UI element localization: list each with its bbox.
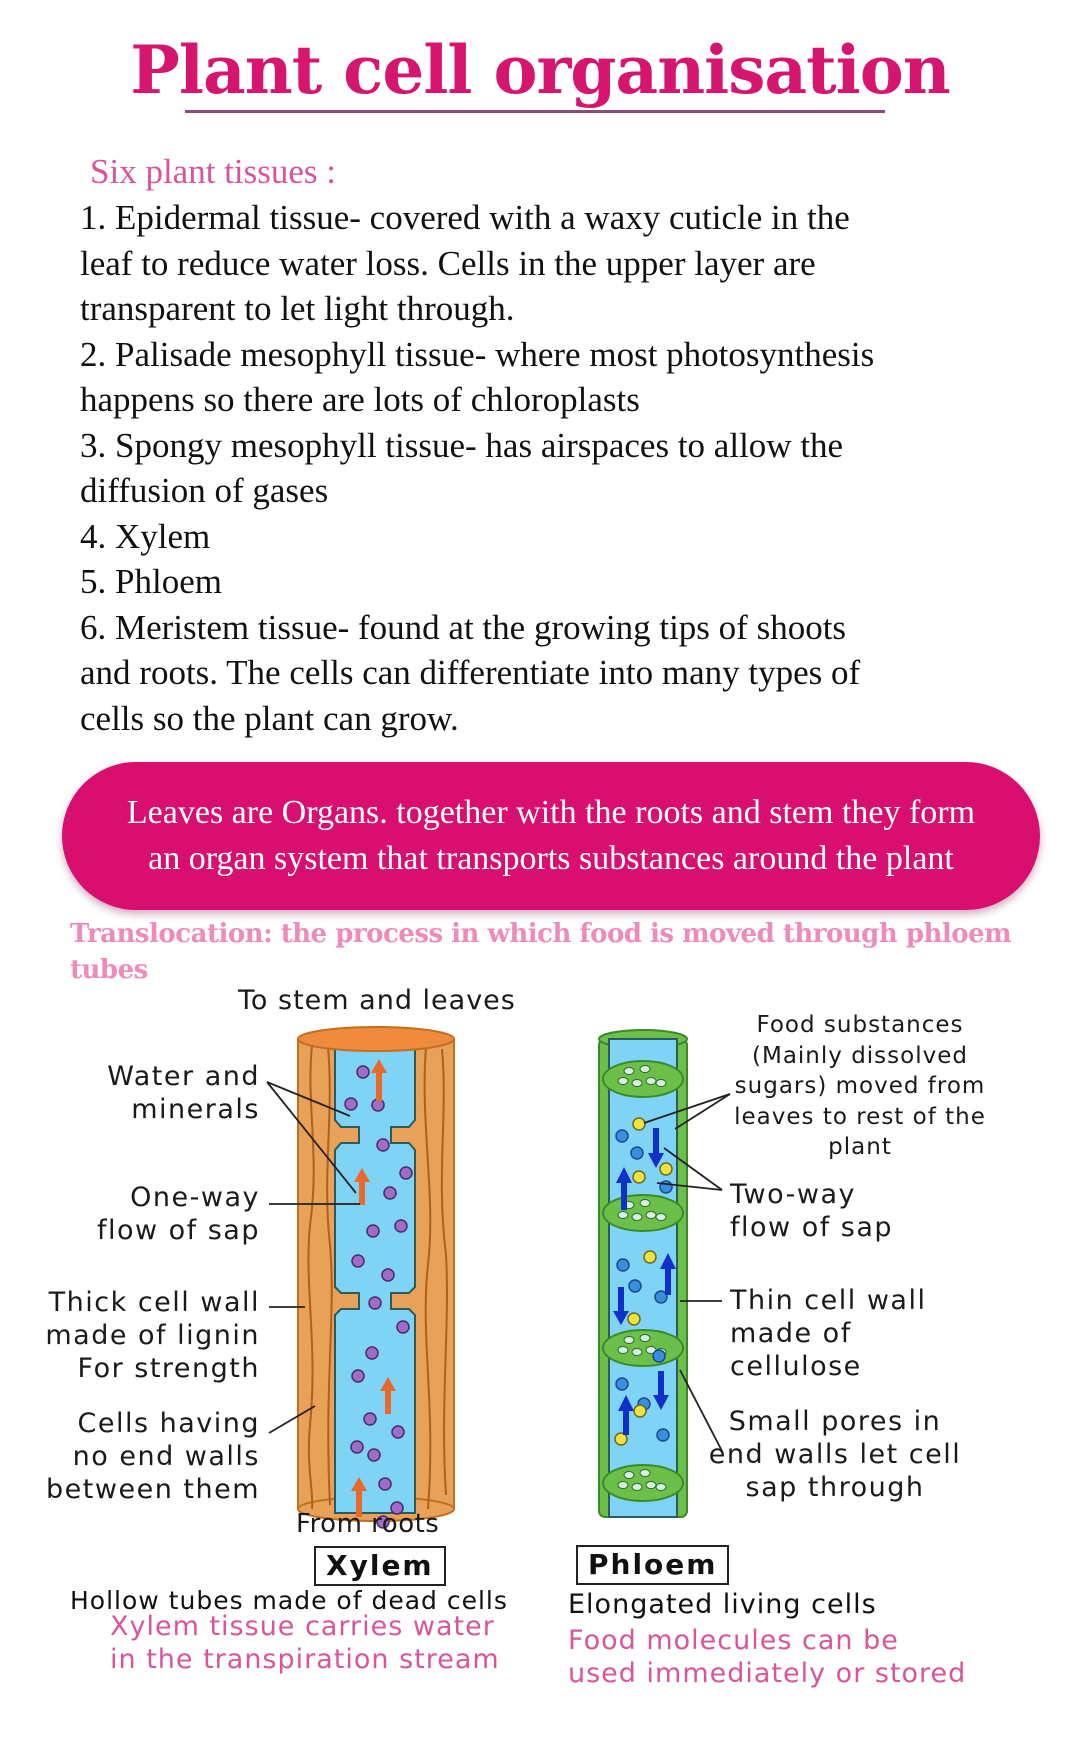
tissue-line: cells so the plant can grow. (80, 698, 459, 738)
tissue-line: 6. Meristem tissue- found at the growing tips of shoots (80, 607, 847, 647)
tissue-line: 5. Phloem (80, 562, 222, 601)
label-one-way-flow: One-way flow of sap (96, 1182, 260, 1246)
label-thin-cell-wall: Thin cell wall made of cellulose (730, 1285, 927, 1382)
banner-line: an organ system that transports substances around the plant (148, 840, 954, 877)
tissue-line: 4. Xylem (80, 516, 211, 556)
tissues-heading: Six plant tissues : (90, 152, 336, 191)
label-food-substances: Food substances (Mainly dissolved sugars) moved from leaves to rest of the plant (734, 1012, 986, 1160)
xylem-bottom-label: From roots (296, 1509, 440, 1539)
tissue-line: transparent to let light through. (80, 289, 515, 328)
label-two-way-flow: Two-way flow of sap (730, 1179, 894, 1243)
label-water-minerals: Water and minerals (107, 1061, 260, 1125)
tissue-line: and roots. The cells can differentiate into many types of (80, 653, 861, 692)
tissue-list (80, 195, 1010, 741)
xylem-leader-lines (260, 1060, 360, 1460)
title-underline (185, 110, 885, 113)
phloem-description: Elongated living cells (568, 1589, 877, 1620)
tissue-line: leaf to reduce water loss. Cells in the upper layer are (80, 243, 816, 283)
xylem-description: Hollow tubes made of dead cells (70, 1586, 508, 1615)
tissue-line: 3. Spongy mesophyll tissue- has airspaces to allow the (80, 425, 844, 465)
tissue-line: diffusion of gases (80, 471, 329, 510)
xylem-top-label: To stem and leaves (238, 985, 516, 1016)
tissue-line: 2. Palisade mesophyll tissue- where most photosynthesis (80, 334, 875, 374)
tissue-line: 1. Epidermal tissue- covered with a waxy cuticle in the (80, 198, 850, 237)
phloem-title-box: Phloem (576, 1545, 729, 1585)
xylem-title-box: Xylem (314, 1546, 446, 1586)
label-thick-cell-wall: Thick cell wall made of lignin For strength (45, 1287, 260, 1384)
organ-system-banner (62, 762, 1040, 910)
translocation-definition: Translocation: the process in which food is moved through phloem tubes (70, 919, 1012, 985)
page-title: Plant cell organisation (130, 31, 950, 109)
xylem-note: Xylem tissue carries water in the transpiration stream (110, 1611, 500, 1675)
banner-line: Leaves are Organs. together with the roots and stem they form (126, 794, 976, 831)
label-small-pores: Small pores in end walls let cell sap through (708, 1406, 962, 1503)
label-no-end-walls: Cells having no end walls between them (46, 1408, 260, 1505)
phloem-note: Food molecules can be used immediately or stored (568, 1625, 967, 1689)
tissue-line: happens so there are lots of chloroplasts (80, 380, 640, 419)
